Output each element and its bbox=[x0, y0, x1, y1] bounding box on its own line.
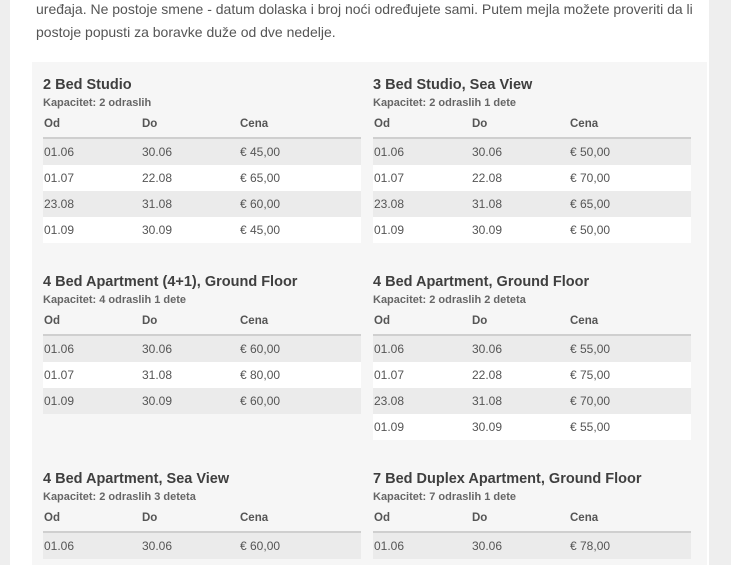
table-row bbox=[373, 532, 691, 559]
cell-to: 30.06 bbox=[142, 532, 240, 559]
cell-price: € 70,00 bbox=[570, 388, 691, 414]
cell-to: 31.08 bbox=[142, 362, 240, 388]
table-row bbox=[43, 532, 361, 559]
cell-from: 01.06 bbox=[373, 138, 472, 165]
intro-line-2: postoje popusti za boravke duže od dve nedelje. bbox=[36, 24, 336, 40]
cell-price: € 60,00 bbox=[240, 532, 361, 559]
table-row bbox=[43, 362, 361, 388]
cell-price: € 60,00 bbox=[240, 388, 361, 414]
cell-from: 01.07 bbox=[43, 165, 142, 191]
column-header-from: Od bbox=[373, 308, 472, 335]
price-table bbox=[43, 111, 361, 243]
block-title: 4 Bed Apartment, Ground Floor bbox=[373, 274, 590, 290]
intro-line-1: uređaja. Ne postoje smene - datum dolaska i broj noći određujete sami. Putem mejla možete proveriti da li bbox=[36, 1, 693, 17]
price-block bbox=[373, 272, 691, 440]
cell-to: 30.06 bbox=[142, 138, 240, 165]
price-table bbox=[373, 308, 691, 440]
cell-from: 01.06 bbox=[373, 532, 472, 559]
column-header-from: Od bbox=[43, 505, 142, 532]
table-row bbox=[373, 335, 691, 362]
cell-from: 01.09 bbox=[373, 414, 472, 440]
cell-from: 01.06 bbox=[43, 335, 142, 362]
block-title: 4 Bed Apartment, Sea View bbox=[43, 471, 230, 487]
cell-price: € 70,00 bbox=[570, 165, 691, 191]
column-header-from: Od bbox=[373, 505, 472, 532]
price-table bbox=[43, 308, 361, 414]
price-block bbox=[43, 75, 361, 243]
block-capacity: Kapacitet: 4 odraslih 1 dete bbox=[43, 294, 187, 306]
cell-from: 01.06 bbox=[43, 532, 142, 559]
column-header-to: Do bbox=[472, 308, 570, 335]
column-header-to: Do bbox=[142, 308, 240, 335]
intro-text bbox=[36, 0, 696, 44]
cell-to: 31.08 bbox=[472, 191, 570, 217]
cell-to: 31.08 bbox=[142, 191, 240, 217]
block-capacity: Kapacitet: 2 odraslih 2 deteta bbox=[373, 294, 526, 306]
cell-price: € 60,00 bbox=[240, 191, 361, 217]
column-header-price: Cena bbox=[240, 111, 361, 138]
table-row bbox=[43, 165, 361, 191]
cell-to: 30.06 bbox=[472, 335, 570, 362]
block-title: 2 Bed Studio bbox=[43, 77, 132, 93]
column-header-price: Cena bbox=[570, 505, 691, 532]
table-row bbox=[43, 191, 361, 217]
cell-price: € 55,00 bbox=[570, 414, 691, 440]
cell-to: 30.09 bbox=[142, 217, 240, 243]
price-block bbox=[373, 469, 691, 559]
table-row bbox=[373, 165, 691, 191]
column-header-from: Od bbox=[43, 308, 142, 335]
block-capacity: Kapacitet: 2 odraslih 1 dete bbox=[373, 97, 517, 109]
table-row bbox=[43, 217, 361, 243]
cell-from: 01.07 bbox=[373, 165, 472, 191]
table-row bbox=[373, 191, 691, 217]
cell-price: € 45,00 bbox=[240, 138, 361, 165]
table-row bbox=[373, 414, 691, 440]
price-table bbox=[373, 505, 691, 559]
column-header-price: Cena bbox=[570, 111, 691, 138]
column-header-price: Cena bbox=[240, 505, 361, 532]
price-block bbox=[43, 272, 361, 414]
table-row bbox=[43, 335, 361, 362]
price-block bbox=[43, 469, 361, 559]
table-row bbox=[43, 138, 361, 165]
cell-to: 30.06 bbox=[142, 335, 240, 362]
cell-from: 23.08 bbox=[373, 388, 472, 414]
column-header-to: Do bbox=[472, 111, 570, 138]
column-header-price: Cena bbox=[570, 308, 691, 335]
column-header-price: Cena bbox=[240, 308, 361, 335]
cell-price: € 45,00 bbox=[240, 217, 361, 243]
table-row bbox=[373, 138, 691, 165]
cell-price: € 78,00 bbox=[570, 532, 691, 559]
cell-price: € 75,00 bbox=[570, 362, 691, 388]
cell-price: € 80,00 bbox=[240, 362, 361, 388]
column-header-to: Do bbox=[142, 505, 240, 532]
table-row bbox=[43, 388, 361, 414]
cell-from: 01.09 bbox=[373, 217, 472, 243]
cell-price: € 55,00 bbox=[570, 335, 691, 362]
block-title: 3 Bed Studio, Sea View bbox=[373, 77, 533, 93]
table-row bbox=[373, 217, 691, 243]
cell-to: 22.08 bbox=[142, 165, 240, 191]
cell-from: 01.06 bbox=[373, 335, 472, 362]
table-row bbox=[373, 362, 691, 388]
column-header-from: Od bbox=[43, 111, 142, 138]
cell-price: € 65,00 bbox=[570, 191, 691, 217]
cell-to: 30.06 bbox=[472, 138, 570, 165]
price-table bbox=[373, 111, 691, 243]
cell-price: € 60,00 bbox=[240, 335, 361, 362]
cell-from: 23.08 bbox=[373, 191, 472, 217]
cell-from: 01.09 bbox=[43, 217, 142, 243]
block-capacity: Kapacitet: 2 odraslih bbox=[43, 97, 152, 109]
cell-to: 30.09 bbox=[142, 388, 240, 414]
column-header-to: Do bbox=[472, 505, 570, 532]
cell-price: € 50,00 bbox=[570, 138, 691, 165]
page bbox=[10, 0, 709, 565]
cell-from: 23.08 bbox=[43, 191, 142, 217]
cell-to: 22.08 bbox=[472, 362, 570, 388]
cell-from: 01.06 bbox=[43, 138, 142, 165]
block-title: 4 Bed Apartment (4+1), Ground Floor bbox=[43, 274, 298, 290]
column-header-to: Do bbox=[142, 111, 240, 138]
cell-from: 01.07 bbox=[373, 362, 472, 388]
cell-to: 30.09 bbox=[472, 414, 570, 440]
price-block bbox=[373, 75, 691, 243]
cell-to: 30.06 bbox=[472, 532, 570, 559]
cell-to: 31.08 bbox=[472, 388, 570, 414]
cell-to: 30.09 bbox=[472, 217, 570, 243]
cell-price: € 50,00 bbox=[570, 217, 691, 243]
column-header-from: Od bbox=[373, 111, 472, 138]
cell-to: 22.08 bbox=[472, 165, 570, 191]
table-row bbox=[373, 388, 691, 414]
block-capacity: Kapacitet: 2 odraslih 3 deteta bbox=[43, 491, 196, 503]
cell-price: € 65,00 bbox=[240, 165, 361, 191]
cell-from: 01.07 bbox=[43, 362, 142, 388]
block-capacity: Kapacitet: 7 odraslih 1 dete bbox=[373, 491, 517, 503]
price-panel bbox=[32, 62, 707, 565]
cell-from: 01.09 bbox=[43, 388, 142, 414]
block-title: 7 Bed Duplex Apartment, Ground Floor bbox=[373, 471, 642, 487]
price-table bbox=[43, 505, 361, 559]
